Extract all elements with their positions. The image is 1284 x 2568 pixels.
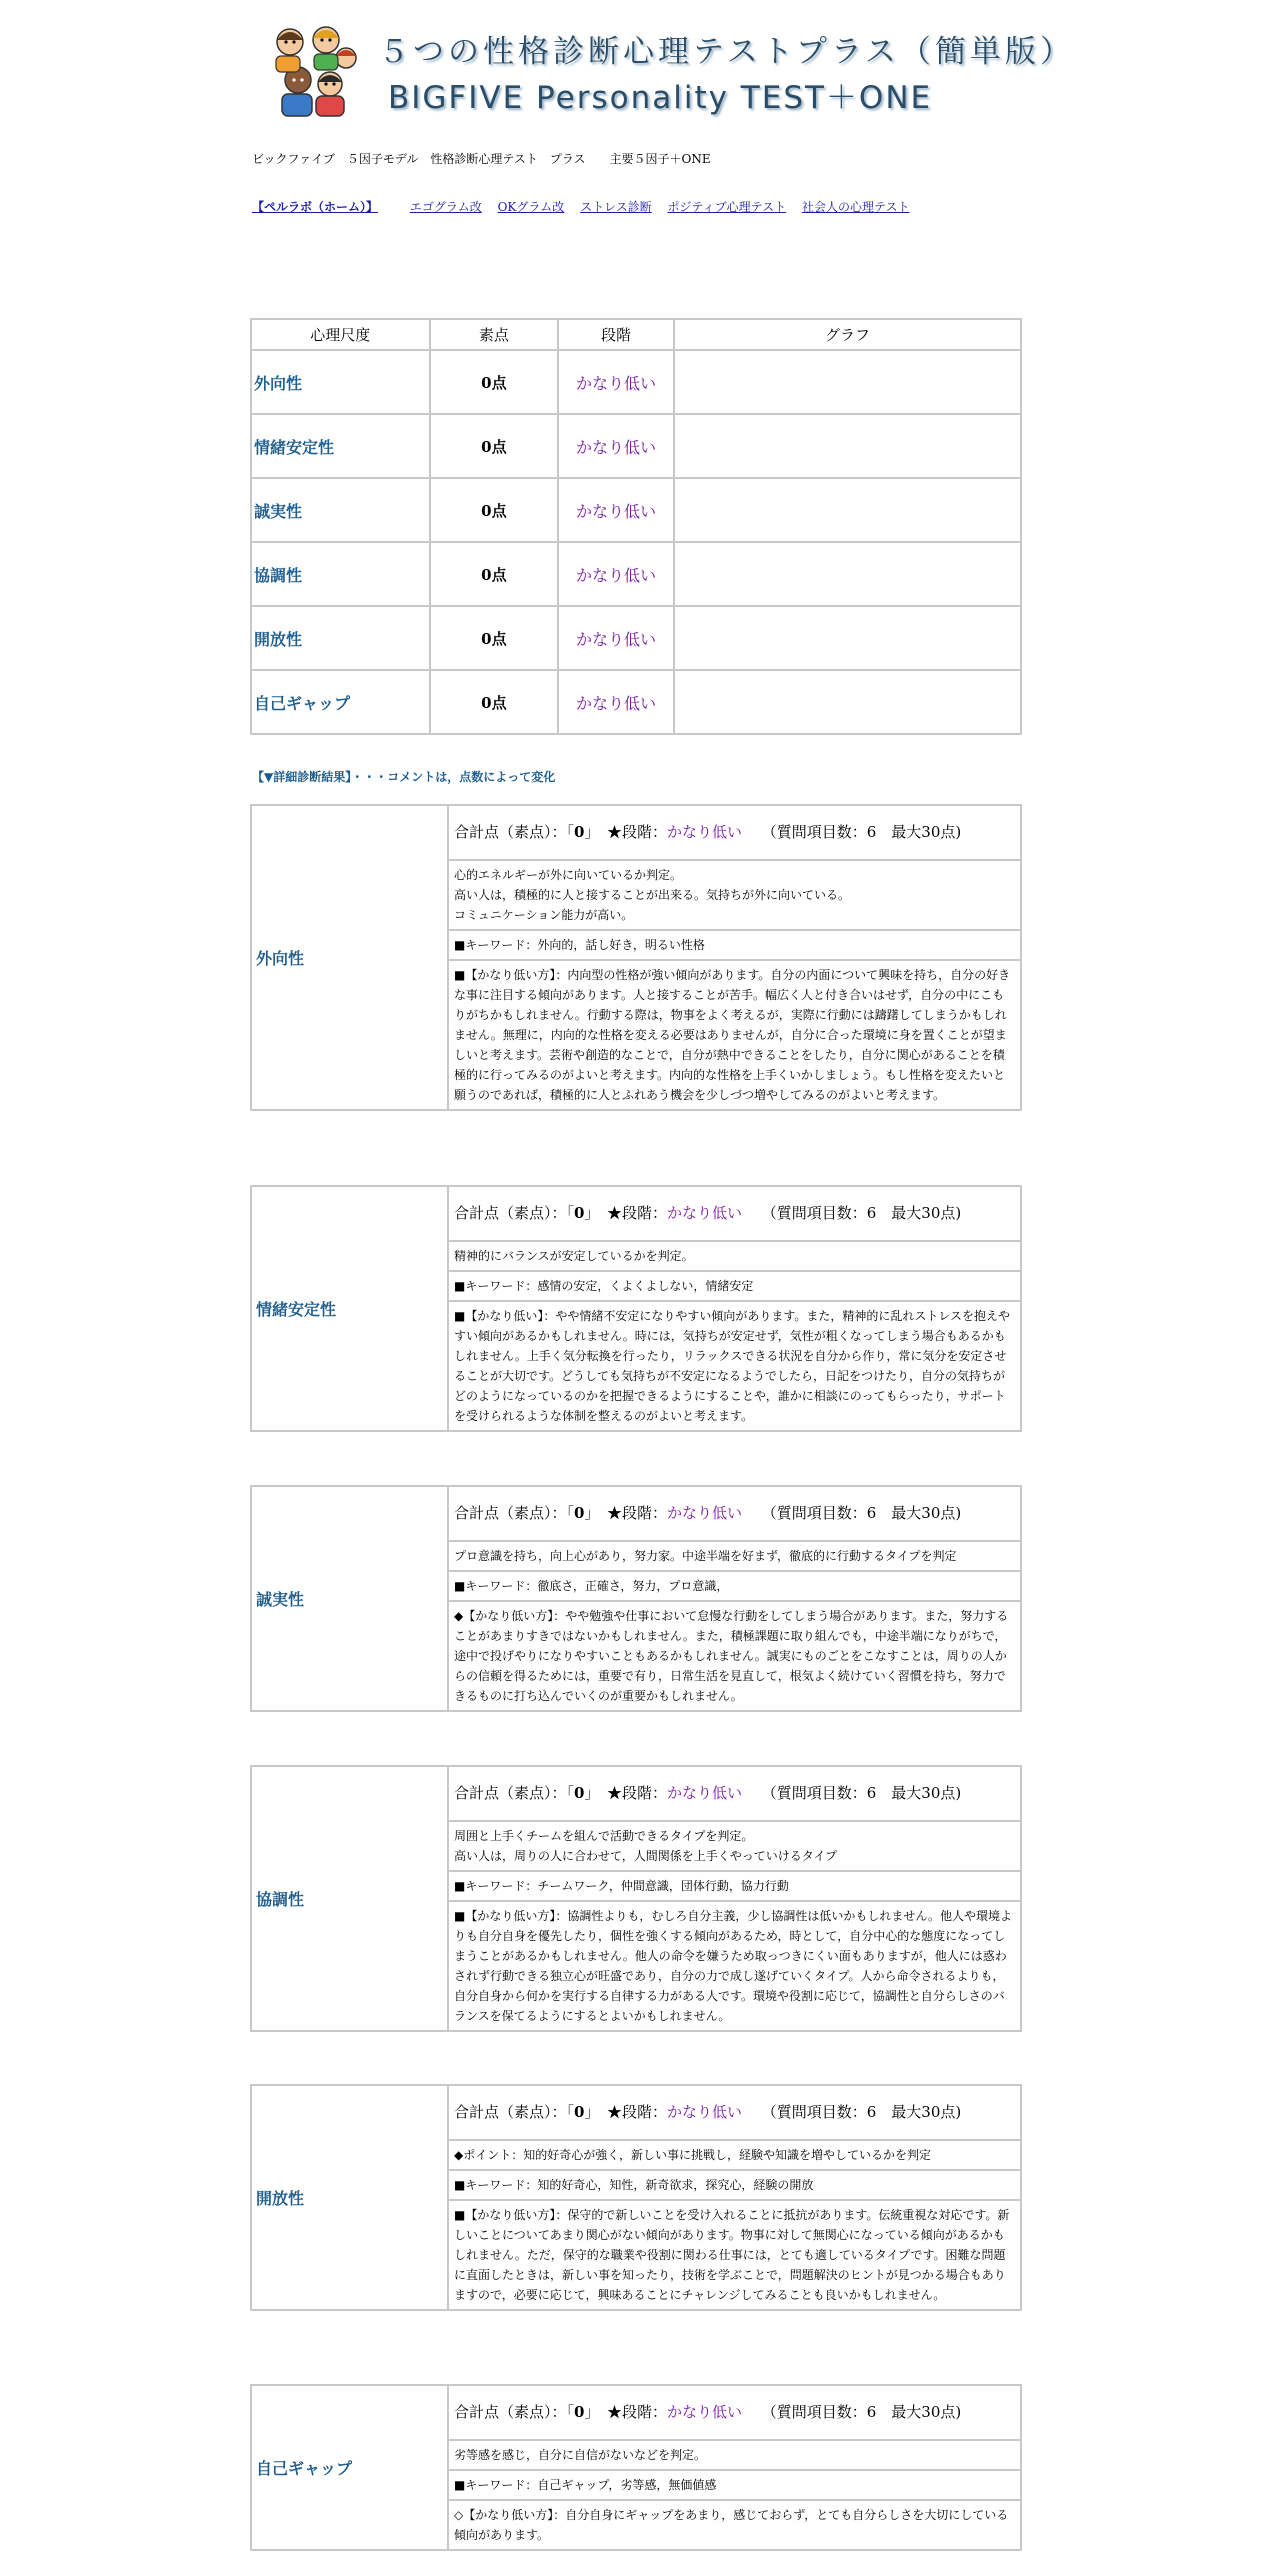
detail-total-row — [251, 2085, 1021, 2140]
total-prefix: 合計点（素点）：「 — [454, 1504, 575, 1522]
detail-total-row — [251, 2385, 1021, 2440]
scale-level: かなり低い — [558, 478, 674, 542]
header-scale: 心理尺度 — [251, 319, 430, 350]
nav-link-stress[interactable]: ストレス診断 — [580, 200, 652, 214]
site-title-en: BIGFIVE Personality TEST＋ONE — [388, 80, 933, 116]
table-row — [251, 350, 1021, 414]
detail-section — [250, 2384, 1022, 2551]
detail-total — [448, 2085, 1021, 2140]
total-level: かなり低い — [666, 2103, 742, 2121]
detail-scale-name: 自己ギャップ — [251, 2385, 448, 2550]
detail-total — [448, 1486, 1021, 1541]
detail-section — [250, 1185, 1022, 1432]
scale-score: 0点 — [430, 670, 559, 734]
detail-comment: ■【かなり低い方】：保守的で新しいことを受け入れることに抵抗があります。伝統重視な対応です。新しいことについてあまり関心がない傾向があります。物事に対して無関心になっている傾向があるかもしれません。ただ，保守的な職業や役割に関わる仕事には，とても適しているタイプです。困難な問題に直面したときは，新しい事を知ったり，技術を学ぶことで，問題解決のヒントが見つかる場合もありますので，必要に応じて，興味あることにチャレンジしてみることも良いかもしれません。 — [448, 2200, 1021, 2310]
detail-section — [250, 804, 1022, 1111]
total-suffix: （質問項目数：6 最大30点) — [741, 1504, 962, 1522]
scale-graph — [674, 350, 1021, 414]
nav-link-positive[interactable]: ポジティブ心理テスト — [667, 200, 787, 214]
scale-level: かなり低い — [558, 414, 674, 478]
scale-level: かなり低い — [558, 350, 674, 414]
content — [250, 0, 1075, 2542]
header-banner — [250, 0, 1075, 130]
detail-description: 劣等感を感じ，自分に自信がないなどを判定。 — [448, 2440, 1021, 2470]
total-score: 0 — [574, 2103, 585, 2121]
table-row — [251, 542, 1021, 606]
total-prefix: 合計点（素点）：「 — [454, 2103, 575, 2121]
total-suffix: （質問項目数：6 最大30点) — [741, 1784, 962, 1802]
detail-total — [448, 1766, 1021, 1821]
scale-graph — [674, 670, 1021, 734]
total-mid: 」 ★段階： — [584, 823, 667, 841]
detail-comment: ◆【かなり低い方】：やや勉強や仕事において怠慢な行動をしてしまう場合があります。また，努力することがあまりすきではないかもしれません。また，積極課題に取り組んでも，中途半端になりがちで，途中で投げやりになりやすいこともあるかもしれません。誠実にものごとをこなすことは，周りの人からの信頼を得るためには，重要で有り，日常生活を見直して，根気よく続けていく習慣を持ち，努力できるものに打ち込んでいくのが重要かもしれません。 — [448, 1601, 1021, 1711]
header-level: 段階 — [558, 319, 674, 350]
table-row — [251, 414, 1021, 478]
total-prefix: 合計点（素点）：「 — [454, 1784, 575, 1802]
summary-header-row — [251, 319, 1021, 350]
scale-level: かなり低い — [558, 606, 674, 670]
nav-link-working-adult[interactable]: 社会人の心理テスト — [801, 200, 910, 214]
detail-description: ◆ポイント：知的好奇心が強く，新しい事に挑戦し，経験や知識を増やしているかを判定 — [448, 2140, 1021, 2170]
scale-name: 協調性 — [251, 542, 430, 606]
total-score: 0 — [574, 1504, 585, 1522]
total-score: 0 — [574, 823, 585, 841]
total-prefix: 合計点（素点）：「 — [454, 823, 575, 841]
header-graph: グラフ — [674, 319, 1021, 350]
total-mid: 」 ★段階： — [584, 1784, 667, 1802]
scale-name: 外向性 — [251, 350, 430, 414]
detail-comment: ■【かなり低い方】：協調性よりも，むしろ自分主義，少し協調性は低いかもしれません。他人や環境よりも自分自身を優先したり，個性を強くする傾向があるため，時として，自分中心的な態度になってしまうことがあるかもしれません。他人の命令を嫌うため取っつきにくい面もありますが，他人には惑わされず行動できる独立心が旺盛であり，自分の力で成し遂げていくタイプ。人から命令されるよりも，自分自身から何かを実行する自律する力がある人です。環境や役割に応じて，協調性と自分らしさのバランスを保てるようにするとよいかもしれません。 — [448, 1901, 1021, 2031]
detail-section — [250, 1485, 1022, 1712]
scale-score: 0点 — [430, 478, 559, 542]
detail-total-row — [251, 1766, 1021, 1821]
total-score: 0 — [574, 2403, 585, 2421]
detail-section — [250, 2084, 1022, 2311]
detail-keyword: ■キーワード：感情の安定，くよくよしない，情緒安定 — [448, 1271, 1021, 1301]
detail-keyword: ■キーワード：自己ギャップ，劣等感，無価値感 — [448, 2470, 1021, 2500]
total-mid: 」 ★段階： — [584, 2403, 667, 2421]
scale-graph — [674, 542, 1021, 606]
detail-keyword: ■キーワード：知的好奇心，知性，新奇欲求，探究心，経験の開放 — [448, 2170, 1021, 2200]
total-mid: 」 ★段階： — [584, 1504, 667, 1522]
subtitle: ビックファイブ ５因子モデル 性格診断心理テスト プラス 主要５因子＋ONE — [252, 152, 711, 166]
total-score: 0 — [574, 1784, 585, 1802]
nav-links — [252, 198, 921, 215]
scale-score: 0点 — [430, 606, 559, 670]
scale-name: 開放性 — [251, 606, 430, 670]
detail-total — [448, 2385, 1021, 2440]
total-level: かなり低い — [666, 1784, 742, 1802]
detail-description: 精神的にバランスが安定しているかを判定。 — [448, 1241, 1021, 1271]
detail-section — [250, 1765, 1022, 2032]
scale-name: 情緒安定性 — [251, 414, 430, 478]
detail-keyword: ■キーワード：チームワーク，仲間意識，団体行動，協力行動 — [448, 1871, 1021, 1901]
detail-description: 心的エネルギーが外に向いているか判定。 高い人は，積極的に人と接することが出来る。気持ちが外に向いている。 コミュニケーション能力が高い。 — [448, 860, 1021, 930]
detail-description: プロ意識を持ち，向上心があり，努力家。中途半端を好まず，徹底的に行動するタイプを判定 — [448, 1541, 1021, 1571]
detail-description: 周囲と上手くチームを組んで活動できるタイプを判定。 高い人は，周りの人に合わせて，人間関係を上手くやっていけるタイプ — [448, 1821, 1021, 1871]
detail-comment: ■【かなり低い】：やや情緒不安定になりやすい傾向があります。また，精神的に乱れストレスを抱えやすい傾向があるかもしれません。時には，気持ちが安定せず，気性が粗くなってしまう場合もあるかもしれません。上手く気分転換を行ったり，リラックスできる状況を自分から作り，常に気分を安定させることが大切です。どうしても気持ちが不安定になるようでしたら，日記をつけたり，自分の気持ちがどのようになっているのかを把握できるようにすることや，誰かに相談にのってもらったり，サポートを受けられるような体制を整えるのがよいと考えます。 — [448, 1301, 1021, 1431]
total-prefix: 合計点（素点）：「 — [454, 2403, 575, 2421]
site-title-jp: ５つの性格診断心理テストプラス（簡単版） — [378, 34, 1075, 70]
scale-graph — [674, 478, 1021, 542]
detail-total — [448, 1186, 1021, 1241]
total-level: かなり低い — [666, 823, 742, 841]
total-suffix: （質問項目数：6 最大30点) — [741, 2403, 962, 2421]
total-mid: 」 ★段階： — [584, 2103, 667, 2121]
detail-comment: ◇【かなり低い方】：自分自身にギャップをあまり，感じておらず，とても自分らしさを大切にしている傾向があります。 — [448, 2500, 1021, 2550]
total-score: 0 — [574, 1204, 585, 1222]
total-level: かなり低い — [666, 1204, 742, 1222]
scale-score: 0点 — [430, 350, 559, 414]
detail-comment: ■【かなり低い方】：内向型の性格が強い傾向があります。自分の内面について興味を持ち，自分の好きな事に注目する傾向があります。人と接することが苦手。幅広く人と付き合いはせず，自分の中にこもりがちかもしれません。行動する際は，物事をよく考えるが，実際に行動には躊躇してしまうかもしれません。無理に，内向的な性格を変える必要はありませんが，自分に合った環境に身を置くことが望ましいと考えます。芸術や創造的なことで，自分が熱中できることをしたり，自分に関心があることを積極的に行ってみるのがよいと考えます。内向的な性格を上手くいかしましょう。もし性格を変えたいと願うのであれば，積極的に人とふれあう機会を少しづつ増やしてみるのがよいと考えます。 — [448, 960, 1021, 1110]
detail-keyword: ■キーワード：外向的，話し好き，明るい性格 — [448, 930, 1021, 960]
scale-level: かなり低い — [558, 542, 674, 606]
scale-name: 誠実性 — [251, 478, 430, 542]
scale-score: 0点 — [430, 542, 559, 606]
scale-graph — [674, 606, 1021, 670]
detail-keyword: ■キーワード：徹底さ，正確さ，努力，プロ意識， — [448, 1571, 1021, 1601]
table-row — [251, 670, 1021, 734]
detail-scale-name: 情緒安定性 — [251, 1186, 448, 1431]
detail-scale-name: 外向性 — [251, 805, 448, 1110]
scale-graph — [674, 414, 1021, 478]
detail-scale-name: 開放性 — [251, 2085, 448, 2310]
total-mid: 」 ★段階： — [584, 1204, 667, 1222]
detail-total — [448, 805, 1021, 860]
summary-table — [250, 318, 1022, 735]
detail-total-row — [251, 1186, 1021, 1241]
scale-level: かなり低い — [558, 670, 674, 734]
nav-home-link[interactable]: 【ペルラボ（ホーム）】 — [252, 200, 379, 214]
detail-total-row — [251, 1486, 1021, 1541]
nav-link-egogram[interactable]: エゴグラム改 — [409, 200, 482, 214]
total-level: かなり低い — [666, 2403, 742, 2421]
scale-score: 0点 — [430, 414, 559, 478]
total-suffix: （質問項目数：6 最大30点) — [741, 2103, 962, 2121]
total-suffix: （質問項目数：6 最大30点) — [741, 1204, 962, 1222]
table-row — [251, 606, 1021, 670]
detail-results-heading: 【▼詳細診断結果】・・・コメントは，点数によって変化 — [252, 770, 556, 784]
table-row — [251, 478, 1021, 542]
nav-link-okgram[interactable]: OKグラム改 — [497, 200, 565, 214]
header-score: 素点 — [430, 319, 559, 350]
total-suffix: （質問項目数：6 最大30点) — [741, 823, 962, 841]
total-level: かなり低い — [666, 1504, 742, 1522]
children-illustration-icon — [268, 22, 360, 118]
detail-scale-name: 誠実性 — [251, 1486, 448, 1711]
total-prefix: 合計点（素点）：「 — [454, 1204, 575, 1222]
scale-name: 自己ギャップ — [251, 670, 430, 734]
detail-total-row — [251, 805, 1021, 860]
detail-scale-name: 協調性 — [251, 1766, 448, 2031]
